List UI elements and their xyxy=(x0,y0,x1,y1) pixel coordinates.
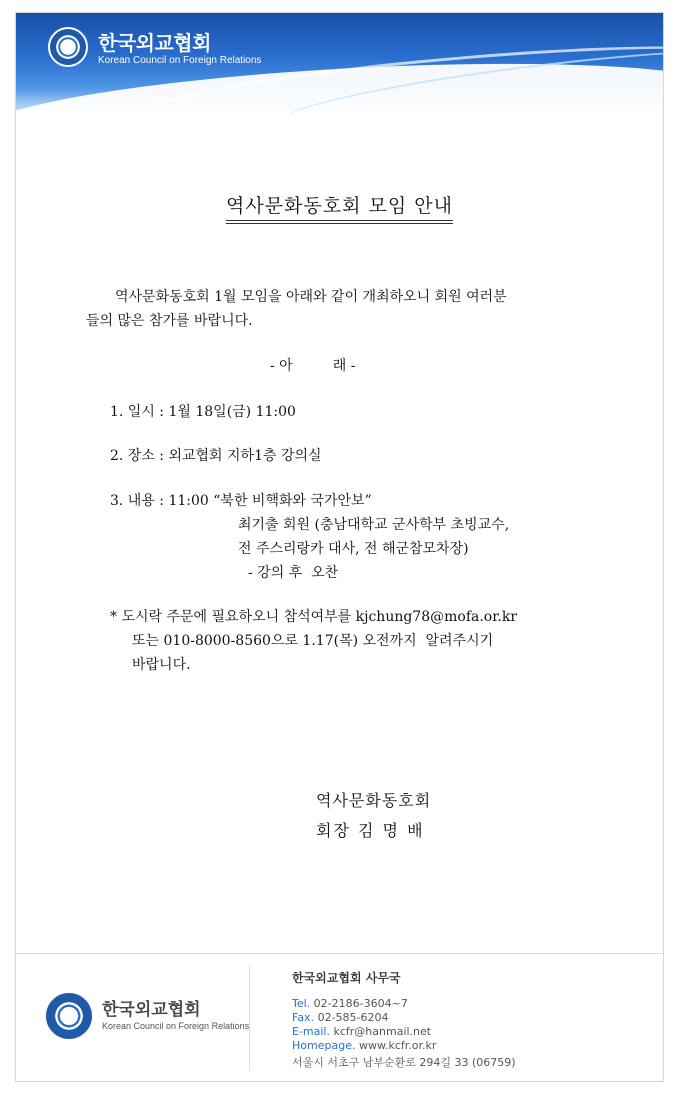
kcfr-emblem-icon xyxy=(46,993,92,1039)
contact-fax xyxy=(292,1011,389,1024)
header-org-name-en: Korean Council on Foreign Relations xyxy=(98,55,262,66)
header-org-name-ko: 한국외교협회 xyxy=(98,31,211,55)
footer-org-name-ko: 한국외교협회 xyxy=(102,1000,201,1020)
tel-value: 02-2186-3604~7 xyxy=(313,997,408,1010)
note-line-2: 또는 010-8000-8560으로 1.17(목) 오전까지 알려주시기 xyxy=(132,633,494,649)
contact-homepage xyxy=(292,1039,436,1052)
email-link[interactable]: kcfr@hanmail.net xyxy=(333,1025,432,1038)
item-date: 1. 일시 : 1월 18일(금) 11:00 xyxy=(110,404,296,420)
item-content-line-4: - 강의 후 오찬 xyxy=(248,565,339,581)
signature-org: 역사문화동호회 xyxy=(316,791,432,810)
section-heading: - 아 래 - xyxy=(270,358,356,374)
contact-address: 서울시 서초구 남부순환로 294길 33 (06759) xyxy=(292,1056,516,1069)
notice-title xyxy=(16,191,663,224)
fax-value: 02-585-6204 xyxy=(317,1011,389,1024)
fax-label: Fax. xyxy=(292,1011,315,1024)
header-banner xyxy=(16,13,663,113)
homepage-label: Homepage. xyxy=(292,1039,356,1052)
footer-org-name-en: Korean Council on Foreign Relations xyxy=(102,1021,250,1031)
signature-name: 회장 김 명 배 xyxy=(316,821,425,840)
footer-divider xyxy=(16,953,663,954)
footer-separator xyxy=(249,965,250,1071)
item-content-line-3: 전 주스리랑카 대사, 전 해군참모차장) xyxy=(238,541,469,557)
kcfr-emblem-icon xyxy=(48,27,88,67)
note-line-3: 바랍니다. xyxy=(132,657,191,673)
tel-label: Tel. xyxy=(292,997,311,1010)
email-label: E-mail. xyxy=(292,1025,330,1038)
item-place: 2. 장소 : 외교협회 지하1층 강의실 xyxy=(110,448,322,464)
item-content-line-2: 최기출 회원 (충남대학교 군사학부 초빙교수, xyxy=(238,517,510,533)
item-content-line-1: 3. 내용 : 11:00 “북한 비핵화와 국가안보” xyxy=(110,493,372,509)
contact-email xyxy=(292,1025,431,1038)
contact-tel xyxy=(292,997,408,1010)
notice-title-text: 역사문화동호회 모임 안내 xyxy=(226,191,453,224)
note-line-1: * 도시락 주문에 필요하오니 참석여부를 kjchung78@mofa.or.kr xyxy=(110,609,518,625)
homepage-link[interactable]: www.kcfr.or.kr xyxy=(358,1039,437,1052)
intro-line-1: 역사문화동호회 1월 모임을 아래와 같이 개최하오니 회원 여러분 xyxy=(115,289,507,305)
intro-line-2: 들의 많은 참가를 바랍니다. xyxy=(86,313,253,329)
office-title: 한국외교협회 사무국 xyxy=(292,971,401,985)
notice-frame xyxy=(15,12,664,1082)
